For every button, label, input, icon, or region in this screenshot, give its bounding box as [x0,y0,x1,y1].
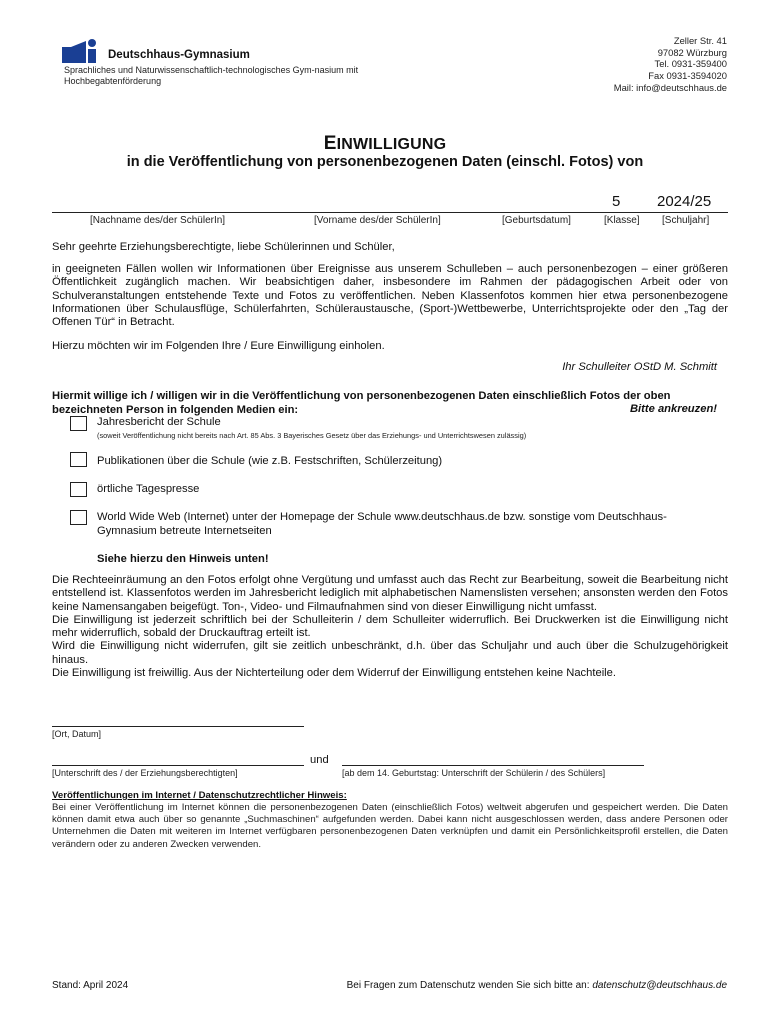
title-rest: INWILLIGUNG [336,136,447,153]
address-city: 97082 Würzburg [657,46,727,58]
terms-paragraph: Die Einwilligung ist jederzeit schriftlich bei der Schulleiterin / dem Schulleiter widerruflich. Bei Druckwerken ist die Einwilligung nicht mehr widerruflich, sobald der Druckauftrag erteilt ist. [52,613,728,640]
guardian-signature-line[interactable] [52,765,304,766]
greeting: Sehr geehrte Erziehungsberechtigte, liebe Schülerinnen und Schüler, [52,241,395,253]
footer-contact-prefix: Bei Fragen zum Datenschutz wenden Sie sich bitte an: [346,980,593,991]
place-date-line[interactable] [52,726,304,727]
footer-contact [347,980,727,991]
checkbox-publikationen[interactable] [70,452,87,467]
terms-block [52,574,728,680]
checkbox-jahresbericht[interactable] [70,416,87,431]
school-subtitle: Sprachliches und Naturwissenschaftlich-technologisches Gym-nasium mit Hochbegabtenförderung [64,65,359,86]
school-address [614,35,727,94]
intro-paragraph: in geeigneten Fällen wollen wir Informationen über Ereignisse aus unserem Schulleben – auch personenbezogen – einer größeren Öffentlichkeit zugänglich machen. Wir beabsichtigen daher, insbesondere im Rahmen der pädagogischen Arbeit oder von Schulveranstaltungen entstehende Texte und Fotos zu veröffentlichen. Neben Klassenfotos kommen hier etwa personenbezogene Informationen über Schulausflüge, Schülerfahrten, Schüleraustausche, (Sport-)Wettbewerbe, Unterrichtsprojekte oder den „Tag der Offenen Tür“ in Betracht. [52,263,728,329]
tick-hint: Bitte ankreuzen! [629,403,717,415]
klasse-value[interactable]: 5 [612,193,621,210]
terms-paragraph: Wird die Einwilligung nicht widerrufen, gilt sie zeitlich unbeschränkt, d.h. über das Schuljahr und auch über die Schulzugehörigkeit hinaus. [52,640,728,666]
label-klasse: [Klasse] [604,215,640,226]
address-phone: Tel. 0931-359400 [654,58,727,70]
footer-stand: Stand: April 2024 [52,980,129,991]
address-street: Zeller Str. 41 [673,35,727,46]
place-date-label: [Ort, Datum] [52,729,102,739]
option-jahresbericht: Jahresbericht der Schule [97,416,221,428]
option-internet: World Wide Web (Internet) unter der Homepage der Schule www.deutschhaus.de bzw. sonstige vom Deutschhaus-Gymnasium betreute Internetseiten [97,511,667,537]
terms-paragraph: Die Einwilligung ist freiwillig. Aus der Nichterteilung oder dem Widerruf der Einwilligung entstehen keine Nachteile. [52,667,617,680]
und-text: und [310,754,329,766]
option-jahresbericht-note: (soweit Veröffentlichung nicht bereits nach Art. 85 Abs. 3 Bayerisches Gesetz über das Erziehungs- und Unterrichtswesen zulässig) [97,431,527,440]
address-mail: Mail: info@deutschhaus.de [613,81,727,93]
privacy-title: Veröffentlichungen im Internet / Datenschutzrechtlicher Hinweis: [52,790,347,801]
label-geburtsdatum: [Geburtsdatum] [502,215,571,226]
label-nachname: [Nachname des/der SchülerIn] [90,215,226,226]
terms-paragraph: Die Rechteeinräumung an den Fotos erfolgt ohne Vergütung und umfasst auch das Recht zur Bearbeitung, soweit die Bearbeitung nicht entstellend ist. Klassenfotos werden im Jahresbericht lediglich mit alphabetischen Namenslisten versehen; ansonsten werden den Fotos keine Namensangaben beigefügt. Ton-, Video- und Filmaufnahmen sind von dieser Einwilligung nicht umfasst. [52,574,728,613]
checkbox-internet[interactable] [70,510,87,525]
privacy-text: Bei einer Veröffentlichung im Internet können die personenbezogenen Daten (einschließlich Fotos) weltweit abgerufen und gespeichert werden. Die Daten können damit etwa auch über so genannte „Suchmaschinen“ aufgefunden werden. Dabei kann nicht ausgeschlossen werden, dass andere Personen oder Unternehmen die Daten mit weiteren im Internet verfügbaren personenbezogenen Daten verknüpfen und damit ein Persönlichkeitsprofil erstellen, die Daten verändern oder zu anderen Zwecken verwenden. [52,802,728,850]
student-signature-line[interactable] [342,765,644,766]
consent-statement: Hiermit willige ich / willigen wir in die Veröffentlichung von personenbezogenen Daten einschließlich Fotos der oben bezeichneten Person in folgenden Medien ein: [52,390,671,416]
student-signature-label: [ab dem 14. Geburtstag: Unterschrift der Schülerin / des Schülers] [342,768,606,778]
title-first-letter: E [323,133,337,154]
checkbox-tagespresse[interactable] [70,482,87,497]
request-sentence: Hierzu möchten wir im Folgenden Ihre / Eure Einwilligung einholen. [52,340,385,352]
label-schuljahr: [Schuljahr] [662,215,710,226]
see-note: Siehe hierzu den Hinweis unten! [97,553,269,565]
school-name: Deutschhaus-Gymnasium [108,49,250,61]
option-publikationen: Publikationen über die Schule (wie z.B. Festschriften, Schülerzeitung) [97,455,443,467]
schuljahr-value[interactable]: 2024/25 [657,193,712,210]
principal-signature: Ihr Schulleiter OStD M. Schmitt [562,361,717,373]
school-logo [62,39,98,63]
address-fax: Fax 0931-3594020 [648,70,727,82]
student-data-line [52,212,728,213]
label-vorname: [Vorname des/der SchülerIn] [314,215,441,226]
footer-contact-email[interactable]: datenschutz@deutschhaus.de [592,980,727,991]
option-tagespresse: örtliche Tagespresse [97,483,200,495]
document-subtitle: in die Veröffentlichung von personenbezogenen Daten (einschl. Fotos) von [126,154,644,170]
guardian-signature-label: [Unterschrift des / der Erziehungsberechtigten] [52,768,238,778]
document-title [0,133,770,155]
